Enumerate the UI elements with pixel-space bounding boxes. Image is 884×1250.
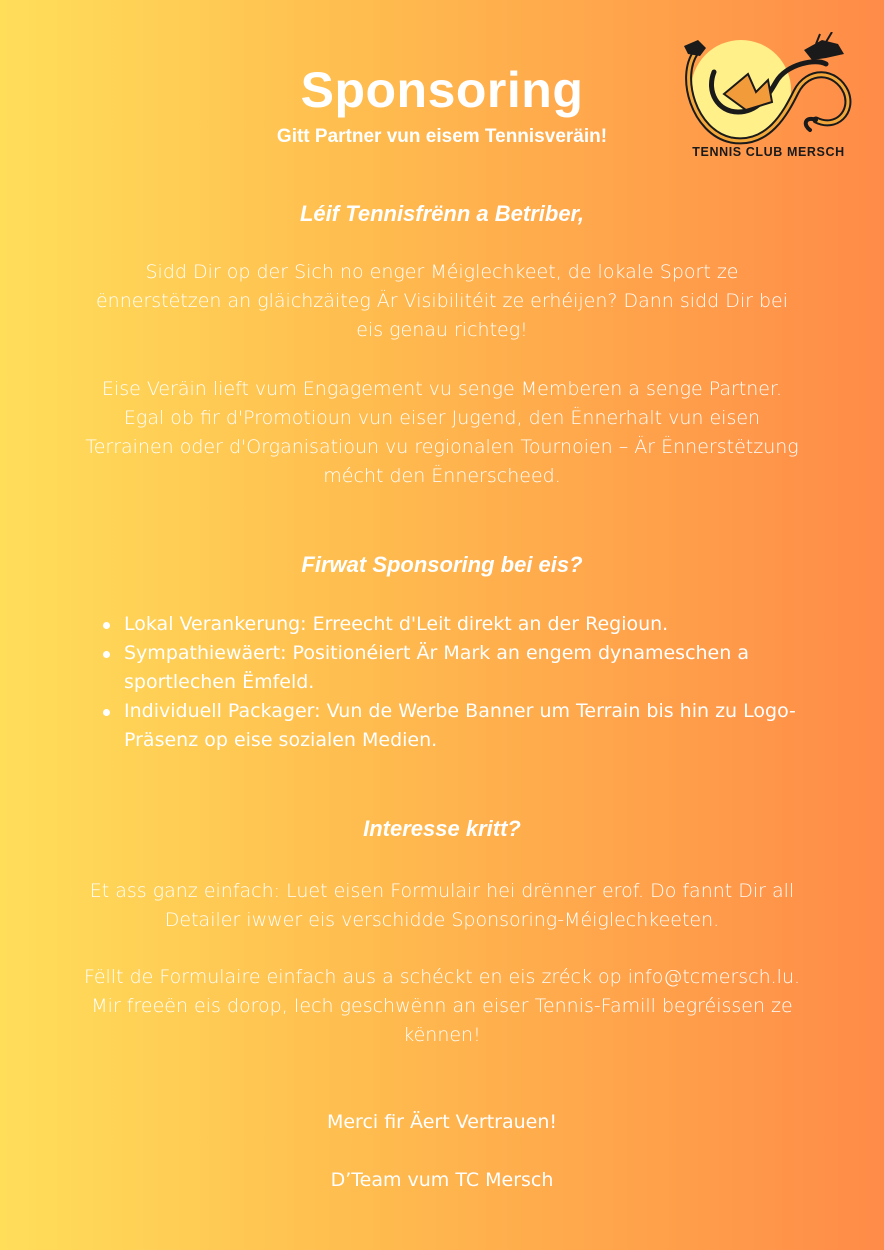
interest-paragraph-2: Fëllt de Formulaire einfach aus a schéckt en eis zréck op info@tcmersch.lu. Mir freeën eis dorop, Iech geschwënn an eiser Tennis-Famill begréissen ze kënnen! — [83, 966, 801, 1046]
intro-paragraph-2: Eise Veräin lieft vum Engagement vu senge Memberen a senge Partner. Egal ob fir d'Promotioun vun eiser Jugend, den Ënnerhalt vun eisen Terrainen oder d'Organisatioun vu regionalen Tournoien – Är Ënnerstëtzung mécht den Ënnerscheed. — [85, 378, 799, 487]
interest-paragraph-1: Et ass ganz einfach: Luet eisen Formulair hei drënner erof. Do fannt Dir all Detailer iwwer eis verschidde Sponsoring-Méiglechkeeten. — [89, 880, 795, 931]
page-subtitle: Gitt Partner vun eisem Tennisveräin! — [276, 126, 608, 147]
why-heading: Firwat Sponsoring bei eis? — [301, 552, 583, 577]
intro-paragraph-1: Sidd Dir op der Sich no enger Méiglechkeet, de lokale Sport ze ënnerstëtzen an gläichzäiteg Är Visibilitéit ze erhéijen? Dann sidd Dir bei eis genau richteg! — [95, 261, 789, 341]
benefits-list — [98, 610, 798, 755]
dragon-logo-icon — [676, 32, 861, 152]
interest-heading: Interesse kritt? — [363, 816, 521, 841]
list-item: Lokal Verankerung: Erreecht d'Leit direkt an der Regioun. — [98, 610, 798, 639]
page-title: Sponsoring — [300, 62, 584, 118]
list-item: Individuell Packager: Vun de Werbe Banner um Terrain bis hin zu Logo-Präsenz op eise sozialen Medien. — [98, 697, 798, 755]
thanks-text: Merci fir Äert Vertrauen! — [326, 1111, 558, 1133]
list-item: Sympathiewäert: Positionéiert Är Mark an engem dynameschen a sportlechen Ëmfeld. — [98, 639, 798, 697]
club-logo — [676, 32, 861, 167]
logo-text: TENNIS CLUB MERSCH — [692, 145, 845, 159]
signature-text: D’Team vum TC Mersch — [330, 1169, 554, 1191]
intro-heading: Léif Tennisfrënn a Betriber, — [299, 201, 585, 226]
